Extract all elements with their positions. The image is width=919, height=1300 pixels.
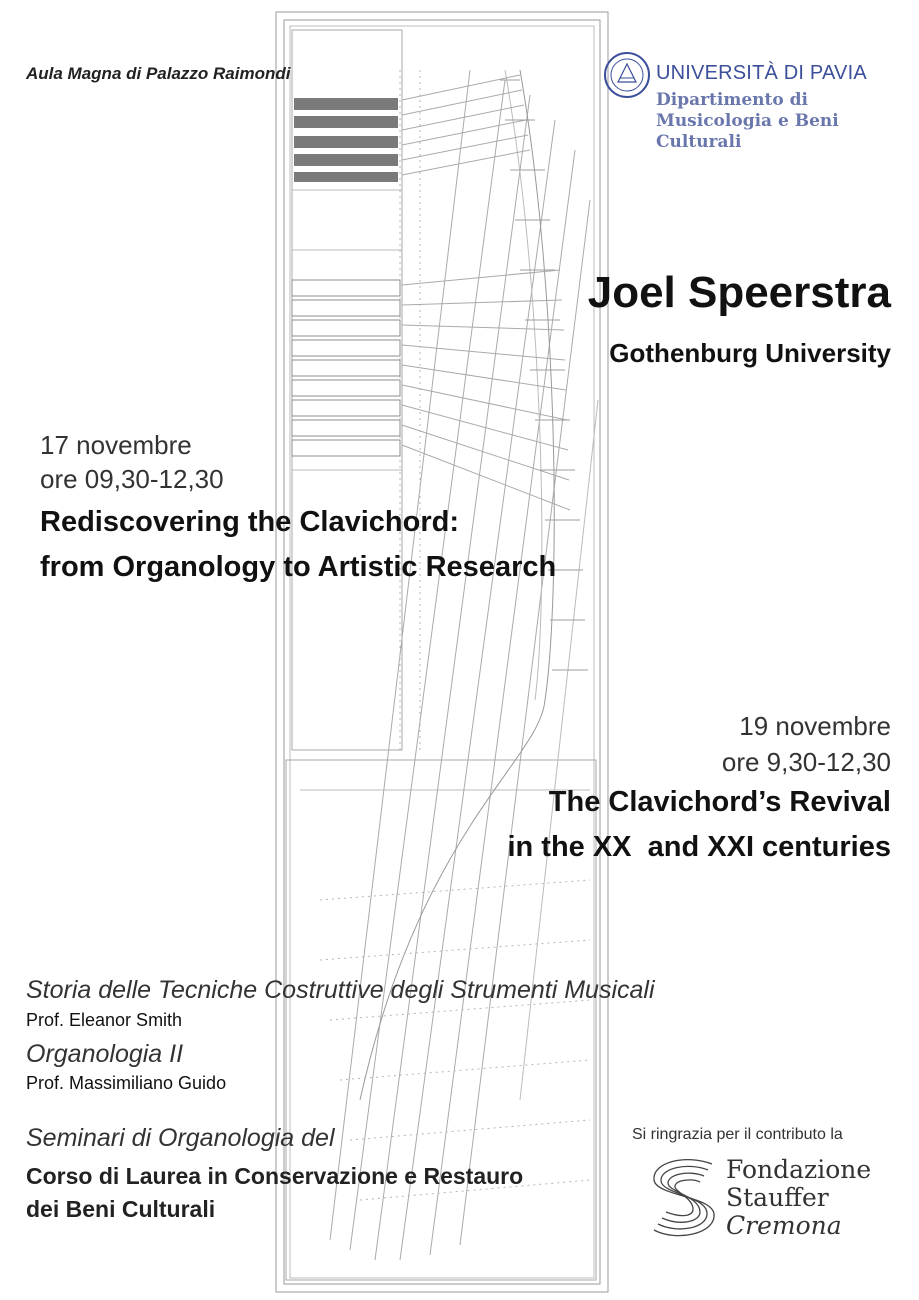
seminar-1-title-line-2: from Organology to Artistic Research <box>40 551 557 583</box>
seminar-2-title-line-1: The Clavichord’s Revival <box>548 786 891 818</box>
speaker-name: Joel Speerstra <box>587 268 891 317</box>
course-1-name: Storia delle Tecniche Costruttive degli Strumenti Musicali <box>26 976 655 1004</box>
university-name: UNIVERSITÀ DI PAVIA <box>656 62 867 84</box>
stauffer-s-logo-icon <box>646 1156 726 1240</box>
degree-course <box>26 1160 523 1226</box>
seminar-2-title <box>507 780 891 870</box>
department-line-1: Dipartimento di <box>656 90 808 110</box>
seminar-1-time: ore 09,30-12,30 <box>40 464 224 494</box>
department-line-2: Musicologia e Beni Culturali <box>656 111 839 152</box>
degree-course-line-2: dei Beni Culturali <box>26 1196 216 1222</box>
seminar-2-title-line-2: in the XX and XXI centuries <box>507 831 891 863</box>
sponsor-line-2: Stauffer <box>726 1183 829 1212</box>
department-name <box>656 90 919 153</box>
sponsor-name <box>726 1156 871 1240</box>
thanks-text: Si ringrazia per il contributo la <box>632 1126 843 1143</box>
course-2-name: Organologia II <box>26 1040 184 1068</box>
seminar-2-date: 19 novembre <box>739 711 891 741</box>
seminar-1-schedule <box>40 428 224 496</box>
sponsor-line-1: Fondazione <box>726 1155 872 1184</box>
course-2-professor: Prof. Massimiliano Guido <box>26 1073 227 1093</box>
seminar-series-intro: Seminari di Organologia del <box>26 1124 335 1152</box>
seminar-1-title <box>40 500 556 590</box>
seminar-1-date: 17 novembre <box>40 430 192 460</box>
seminar-2-schedule <box>722 708 891 780</box>
venue-label: Aula Magna di Palazzo Raimondi <box>26 64 291 83</box>
seminar-2-time: ore 9,30-12,30 <box>721 747 891 777</box>
degree-course-line-1: Corso di Laurea in Conservazione e Restauro <box>26 1163 524 1189</box>
course-1-professor: Prof. Eleanor Smith <box>26 1010 183 1030</box>
seminar-1-title-line-1: Rediscovering the Clavichord: <box>40 506 459 538</box>
speaker-affiliation: Gothenburg University <box>609 338 891 368</box>
sponsor-line-3: Cremona <box>726 1211 842 1240</box>
